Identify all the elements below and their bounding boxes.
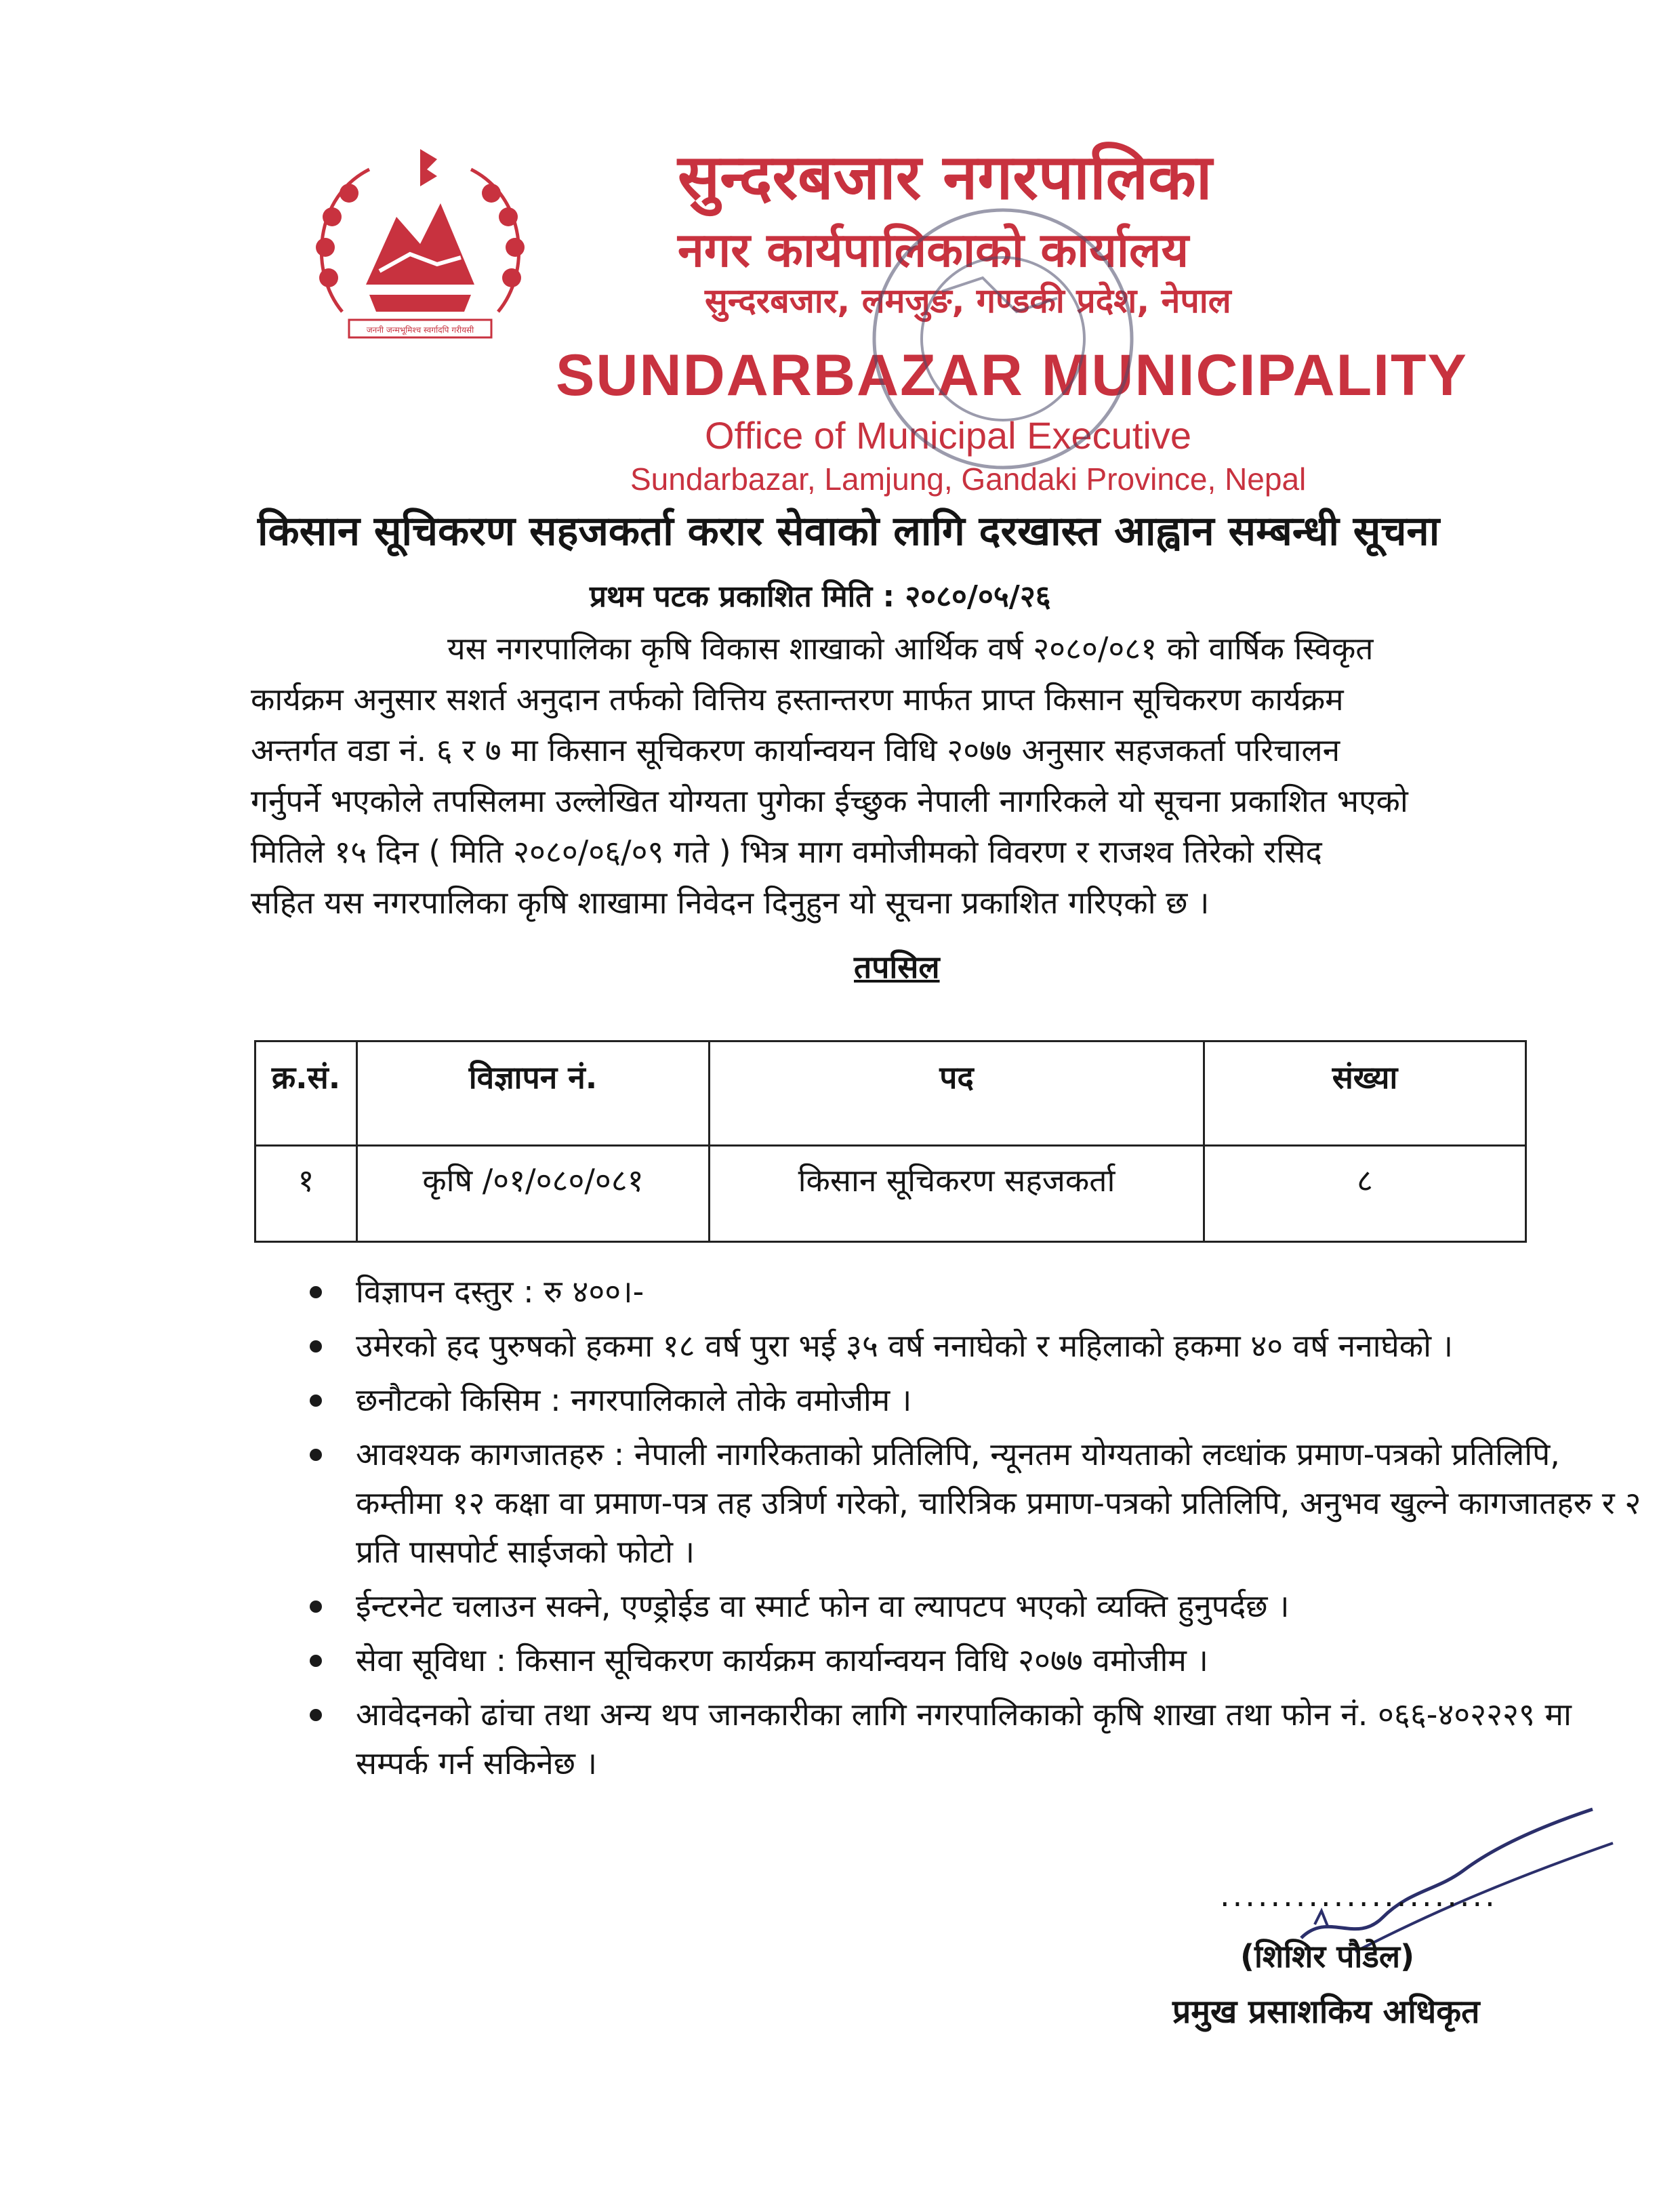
schedule-heading: तपसिल [854,949,940,985]
publish-date: प्रथम पटक प्रकाशित मिति : २०८०/०५/२६ [590,579,1051,614]
address-nepali: सुन्दरबजार, लमजुङ, गण्डकी प्रदेश, नेपाल [705,281,1231,321]
paragraph-line-5: मितिले १५ दिन ( मिति २०८०/०६/०९ गते ) भित्र माग वमोजीमको विवरण र राजश्व तिरेको रसिद [251,833,1322,870]
list-item: आवेदनको ढांचा तथा अन्य थप जानकारीका लागि नगरपालिकाको कृषि शाखा तथा फोन नं. ०६६-४०२२२९ मा सम्पर्क गर्न सकिनेछ । [302,1690,1650,1788]
paragraph-line-3: अन्तर्गत वडा नं. ६ र ७ मा किसान सूचिकरण कार्यान्वयन विधि २०७७ अनुसार सहजकर्ता परिचालन [251,732,1340,768]
emblem-motto: जननी जन्मभूमिश्च स्वर्गादपि गरीयसी [366,325,474,335]
address-english: Sundarbazar, Lamjung, Gandaki Province, Nepal [630,461,1307,497]
list-item: विज्ञापन दस्तुर : रु ४००।- [302,1267,1650,1316]
list-item: आवश्यक कागजातहरु : नेपाली नागरिकताको प्रतिलिपि, न्यूनतम योग्यताको लव्धांक प्रमाण-पत्रको प्रतिलिपि, कम्तीमा १२ कक्षा वा प्रमाण-पत्र तह उत्रिर्ण गरेको, चारित्रिक प्रमाण-पत्रको प्रतिलिपि, अनुभव खुल्ने कागजातहरु र २ प्रति पासपोर्ट साईजको फोटो । [302,1430,1650,1576]
paragraph-line-4: गर्नुपर्ने भएकोले तपसिलमा उल्लेखित योग्यता पुगेका ईच्छुक नेपाली नागरिकले यो सूचना प्रकाशित भएको [251,783,1408,819]
paragraph-line-1: यस नगरपालिका कृषि विकास शाखाको आर्थिक वर्ष २०८०/०८१ को वार्षिक स्विकृत [447,630,1374,667]
signature-line: ...................... [1220,1877,1498,1914]
list-item: छनौटको किसिम : नगरपालिकाले तोके वमोजीम । [302,1376,1650,1424]
col-header-post: पद [710,1041,1204,1146]
office-stamp [861,197,1145,481]
bullet-icon [310,1601,322,1613]
municipality-name-english: SUNDARBAZAR MUNICIPALITY [556,343,1468,408]
cell-post: किसान सूचिकरण सहजकर्ता [710,1146,1204,1242]
paragraph-line-6: सहित यस नगरपालिका कृषि शाखामा निवेदन दिनुहुन यो सूचना प्रकाशित गरिएको छ । [251,884,1210,921]
nepal-emblem-logo [302,136,539,359]
bullet-icon [310,1709,322,1721]
office-name-nepali: नगर कार्यपालिकाको कार्यालय [678,222,1189,278]
signatory-name: (शिशिर पौडेल) [1240,1938,1415,1975]
signatory-title: प्रमुख प्रसाशकिय अधिकृत [1172,1993,1480,2031]
table-row [255,1146,1526,1242]
col-header-count: संख्या [1204,1041,1526,1146]
requirements-list [302,1267,1650,1793]
vacancy-table [254,1040,1527,1243]
cell-serial: १ [255,1146,357,1242]
cell-count: ८ [1204,1146,1526,1242]
bullet-icon [310,1395,322,1407]
notice-title: किसान सूचिकरण सहजकर्ता करार सेवाको लागि दरखास्त आह्वान सम्बन्धी सूचना [258,508,1440,555]
office-name-english: Office of Municipal Executive [705,414,1191,457]
col-header-serial: क्र.सं. [255,1041,357,1146]
list-item: ईन्टरनेट चलाउन सक्ने, एण्ड्रोईड वा स्मार्ट फोन वा ल्यापटप भएको व्यक्ति हुनुपर्दछ । [302,1582,1650,1630]
bullet-icon [310,1449,322,1461]
bullet-icon [310,1655,322,1667]
col-header-ad-number: विज्ञापन नं. [357,1041,710,1146]
cell-ad-number: कृषि /०१/०८०/०८१ [357,1146,710,1242]
bullet-icon [310,1340,322,1353]
table-header-row [255,1041,1526,1146]
paragraph-line-2: कार्यक्रम अनुसार सशर्त अनुदान तर्फको वित्तिय हस्तान्तरण मार्फत प्राप्त किसान सूचिकरण कार्यक्रम [251,681,1344,718]
bullet-icon [310,1286,322,1298]
list-item: उमेरको हद पुरुषको हकमा १८ वर्ष पुरा भई ३५ वर्ष ननाघेको र महिलाको हकमा ४० वर्ष ननाघेको । [302,1321,1650,1370]
list-item: सेवा सूविधा : किसान सूचिकरण कार्यक्रम कार्यान्वयन विधि २०७७ वमोजीम । [302,1636,1650,1685]
municipality-name-nepali: सुन्दरबजार नगरपालिका [678,141,1212,213]
